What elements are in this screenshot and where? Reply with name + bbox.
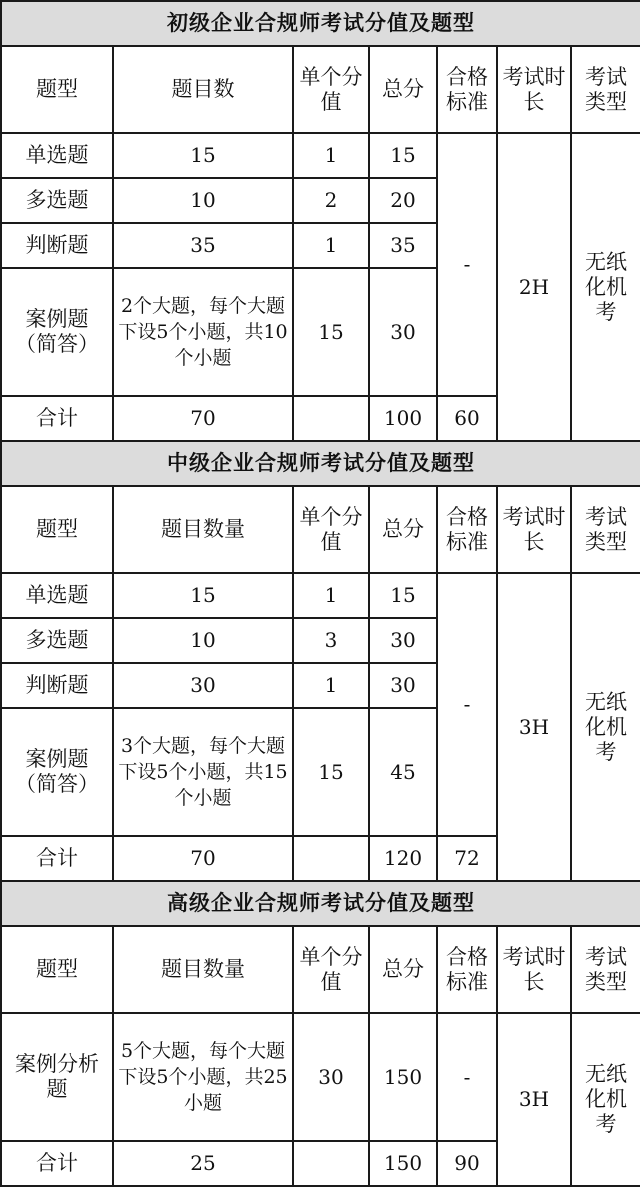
question-count: 3个大题，每个大题下设5个小题，共15个小题 — [113, 708, 293, 836]
question-type: 案例题（简答） — [1, 708, 113, 836]
pass-standard: - — [437, 1013, 497, 1141]
question-count: 15 — [113, 133, 293, 178]
summary-unit — [293, 1141, 369, 1186]
summary-pass: 90 — [437, 1141, 497, 1186]
summary-count: 70 — [113, 396, 293, 441]
question-type: 单选题 — [1, 133, 113, 178]
header-question-type: 题型 — [1, 46, 113, 133]
senior-exam-table — [0, 880, 640, 1187]
total-score: 150 — [369, 1013, 437, 1141]
senior-table-title: 高级企业合规师考试分值及题型 — [1, 881, 640, 926]
unit-score: 2 — [293, 178, 369, 223]
header-exam-type: 考试类型 — [571, 46, 640, 133]
exam-type: 无纸化机考 — [571, 573, 640, 881]
question-type: 案例题（简答） — [1, 268, 113, 396]
header-exam-type: 考试类型 — [571, 486, 640, 573]
header-question-count: 题目数量 — [113, 486, 293, 573]
header-question-count: 题目数 — [113, 46, 293, 133]
question-count: 35 — [113, 223, 293, 268]
total-score: 30 — [369, 618, 437, 663]
summary-total: 150 — [369, 1141, 437, 1186]
header-unit-score: 单个分值 — [293, 926, 369, 1013]
exam-duration: 3H — [497, 573, 571, 881]
total-score: 45 — [369, 708, 437, 836]
header-exam-duration: 考试时长 — [497, 46, 571, 133]
question-count: 2个大题，每个大题下设5个小题，共10个小题 — [113, 268, 293, 396]
question-count: 15 — [113, 573, 293, 618]
total-score: 15 — [369, 133, 437, 178]
header-pass-standard: 合格标准 — [437, 926, 497, 1013]
header-exam-duration: 考试时长 — [497, 926, 571, 1013]
total-score: 30 — [369, 268, 437, 396]
unit-score: 3 — [293, 618, 369, 663]
header-total-score: 总分 — [369, 486, 437, 573]
total-score: 20 — [369, 178, 437, 223]
summary-label: 合计 — [1, 396, 113, 441]
header-unit-score: 单个分值 — [293, 46, 369, 133]
table-row — [1, 573, 640, 618]
total-score: 35 — [369, 223, 437, 268]
header-total-score: 总分 — [369, 46, 437, 133]
unit-score: 1 — [293, 663, 369, 708]
summary-count: 70 — [113, 836, 293, 881]
header-exam-type: 考试类型 — [571, 926, 640, 1013]
unit-score: 15 — [293, 268, 369, 396]
unit-score: 1 — [293, 133, 369, 178]
question-type: 单选题 — [1, 573, 113, 618]
unit-score: 30 — [293, 1013, 369, 1141]
question-type: 案例分析题 — [1, 1013, 113, 1141]
total-score: 15 — [369, 573, 437, 618]
unit-score: 1 — [293, 573, 369, 618]
intermediate-table-title: 中级企业合规师考试分值及题型 — [1, 441, 640, 486]
header-total-score: 总分 — [369, 926, 437, 1013]
total-score: 30 — [369, 663, 437, 708]
header-question-type: 题型 — [1, 926, 113, 1013]
question-type: 多选题 — [1, 178, 113, 223]
junior-exam-table — [0, 0, 640, 442]
question-type: 判断题 — [1, 663, 113, 708]
intermediate-exam-table — [0, 440, 640, 882]
question-type: 多选题 — [1, 618, 113, 663]
summary-unit — [293, 396, 369, 441]
table-row — [1, 1013, 640, 1141]
summary-pass: 60 — [437, 396, 497, 441]
unit-score: 15 — [293, 708, 369, 836]
exam-duration: 3H — [497, 1013, 571, 1186]
question-count: 5个大题，每个大题下设5个小题，共25小题 — [113, 1013, 293, 1141]
summary-count: 25 — [113, 1141, 293, 1186]
pass-standard: - — [437, 133, 497, 396]
junior-table-title: 初级企业合规师考试分值及题型 — [1, 1, 640, 46]
summary-total: 100 — [369, 396, 437, 441]
summary-total: 120 — [369, 836, 437, 881]
pass-standard: - — [437, 573, 497, 836]
question-count: 30 — [113, 663, 293, 708]
question-count: 10 — [113, 618, 293, 663]
header-pass-standard: 合格标准 — [437, 46, 497, 133]
question-type: 判断题 — [1, 223, 113, 268]
exam-type: 无纸化机考 — [571, 1013, 640, 1186]
summary-unit — [293, 836, 369, 881]
header-unit-score: 单个分值 — [293, 486, 369, 573]
exam-type: 无纸化机考 — [571, 133, 640, 441]
summary-pass: 72 — [437, 836, 497, 881]
summary-label: 合计 — [1, 836, 113, 881]
table-row — [1, 133, 640, 178]
header-pass-standard: 合格标准 — [437, 486, 497, 573]
header-question-type: 题型 — [1, 486, 113, 573]
question-count: 10 — [113, 178, 293, 223]
unit-score: 1 — [293, 223, 369, 268]
summary-label: 合计 — [1, 1141, 113, 1186]
header-exam-duration: 考试时长 — [497, 486, 571, 573]
header-question-count: 题目数量 — [113, 926, 293, 1013]
exam-duration: 2H — [497, 133, 571, 441]
